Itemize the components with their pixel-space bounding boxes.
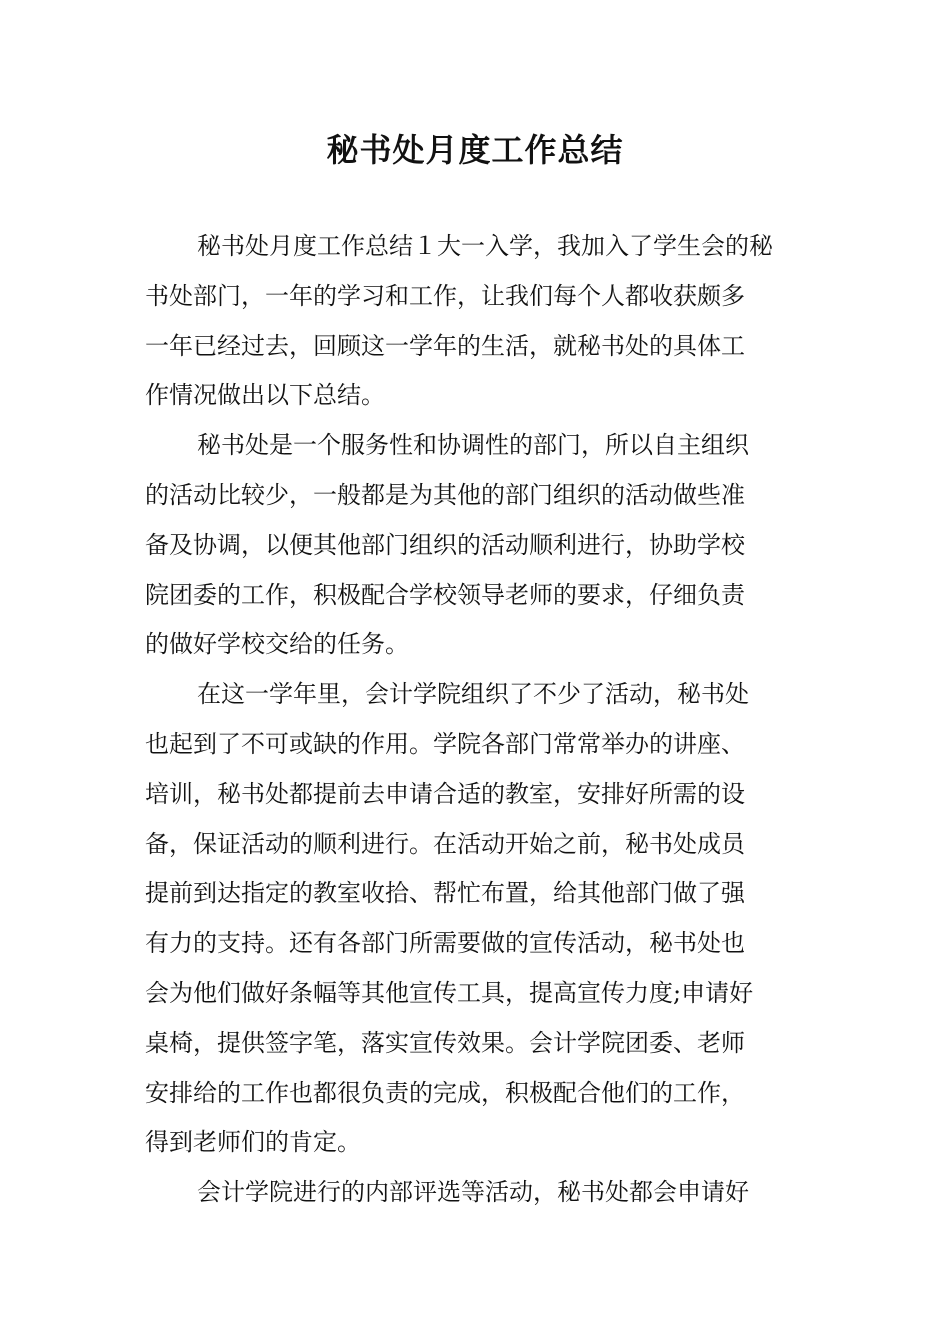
paragraph-1-line-1: 秘书处月度工作总结１大一入学，我加入了学生会的秘 xyxy=(197,232,773,260)
paragraph-2-line-2: 的活动比较少，一般都是为其他的部门组织的活动做些准 xyxy=(145,480,745,509)
paragraph-3-line-2: 也起到了不可或缺的作用。学院各部门常常举办的讲座、 xyxy=(145,729,745,758)
paragraph-3-line-5: 提前到达指定的教室收拾、帮忙布置，给其他部门做了强 xyxy=(145,879,745,908)
paragraph-3-line-10: 得到老师们的肯定。 xyxy=(145,1128,361,1157)
paragraph-2-line-4: 院团委的工作，积极配合学校领导老师的要求，仔细负责 xyxy=(145,580,745,609)
paragraph-2-line-5: 的做好学校交给的任务。 xyxy=(145,630,409,659)
paragraph-3-line-6: 有力的支持。还有各部门所需要做的宣传活动，秘书处也 xyxy=(145,929,745,958)
document-title: 秘书处月度工作总结 xyxy=(326,131,624,169)
paragraph-3-line-9: 安排给的工作也都很负责的完成，积极配合他们的工作， xyxy=(145,1078,745,1107)
paragraph-3-line-4: 备，保证活动的顺利进行。在活动开始之前，秘书处成员 xyxy=(145,829,745,858)
paragraph-1-line-3: 一年已经过去，回顾这一学年的生活，就秘书处的具体工 xyxy=(145,331,745,360)
paragraph-3-line-3: 培训，秘书处都提前去申请合适的教室，安排好所需的设 xyxy=(145,779,745,808)
paragraph-2-line-1: 秘书处是一个服务性和协调性的部门，所以自主组织 xyxy=(197,431,749,460)
paragraph-1-line-2: 书处部门，一年的学习和工作，让我们每个人都收获颇多 xyxy=(145,281,745,310)
paragraph-3-line-1: 在这一学年里，会计学院组织了不少了活动，秘书处 xyxy=(197,680,749,709)
document-body xyxy=(145,222,807,1218)
paragraph-1-line-4: 作情况做出以下总结。 xyxy=(145,381,385,410)
paragraph-4-line-1: 会计学院进行的内部评选等活动，秘书处都会申请好 xyxy=(197,1178,749,1207)
paragraph-3-line-8: 桌椅，提供签字笔，落实宣传效果。会计学院团委、老师 xyxy=(145,1028,745,1057)
paragraph-3-line-7: 会为他们做好条幅等其他宣传工具，提高宣传力度;申请好 xyxy=(145,978,754,1007)
paragraph-2-line-3: 备及协调，以便其他部门组织的活动顺利进行，协助学校 xyxy=(145,530,745,559)
